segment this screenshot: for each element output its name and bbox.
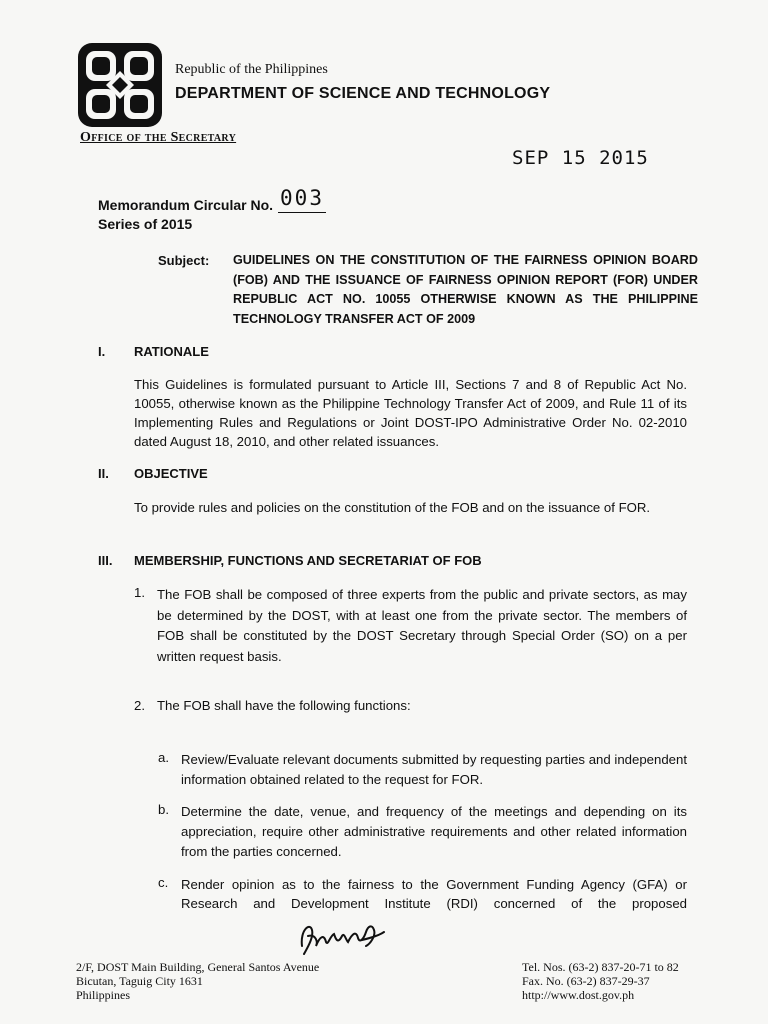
subject-text: GUIDELINES ON THE CONSTITUTION OF THE FAIRNESS OPINION BOARD (FOB) AND THE ISSUANCE OF FAIRNESS OPINION REPORT (FOR) UNDER REPUBLIC ACT NO. 10055 OTHERWISE KNOWN AS THE PHILIPPINE TECHNOLOGY TRANSFER ACT OF 2009: [233, 253, 698, 326]
footer-tel: Tel. Nos. (63-2) 837-20-71 to 82: [522, 960, 679, 974]
footer-address: [76, 960, 319, 1002]
footer-fax: Fax. No. (63-2) 837-29-37: [522, 974, 650, 988]
memo-series: Series of 2015: [98, 216, 193, 232]
list-item-number: 2.: [134, 698, 145, 713]
sub-item-render-opinion: Render opinion as to the fairness to the Government Funding Agency (GFA) or Research and Development Institute (RDI) concerned of the proposed: [181, 877, 687, 911]
footer-address-line: Bicutan, Taguig City 1631: [76, 974, 203, 988]
memo-circular-number: 003: [278, 186, 326, 213]
date-stamp: SEP 15 2015: [512, 147, 649, 169]
section-number: II.: [98, 466, 109, 481]
footer-website-link[interactable]: http://www.dost.gov.ph: [522, 988, 635, 1002]
section-title-rationale: RATIONALE: [134, 344, 209, 359]
department-heading: DEPARTMENT OF SCIENCE AND TECHNOLOGY: [175, 85, 551, 102]
section-title-objective: OBJECTIVE: [134, 466, 208, 481]
list-item-functions: The FOB shall have the following functions:: [157, 698, 411, 713]
list-item-number: 1.: [134, 585, 145, 600]
footer-contact: [522, 960, 679, 1002]
dost-logo-icon: [78, 43, 162, 127]
subject-label: Subject:: [158, 253, 210, 268]
sub-item-letter: a.: [158, 750, 169, 765]
memo-circular-label: Memorandum Circular No.: [98, 197, 274, 213]
sub-item-review: Review/Evaluate relevant documents submitted by requesting parties and independent information obtained related to the request for FOR.: [181, 752, 687, 787]
section-number: III.: [98, 553, 113, 568]
section-title-membership: MEMBERSHIP, FUNCTIONS AND SECRETARIAT OF FOB: [134, 553, 482, 568]
sub-item-determine: Determine the date, venue, and frequency of the meetings and depending on its appreciation, require other administrative requirements and other related information from the parties concerned.: [181, 804, 687, 859]
objective-paragraph: To provide rules and policies on the constitution of the FOB and on the issuance of FOR.: [134, 500, 651, 515]
sub-item-letter: b.: [158, 802, 169, 817]
sub-item-letter: c.: [158, 875, 169, 890]
footer-address-line: 2/F, DOST Main Building, General Santos Avenue: [76, 960, 320, 974]
rationale-paragraph: This Guidelines is formulated pursuant to Article III, Sections 7 and 8 of Republic Act No. 10055, otherwise known as the Philippine Technology Transfer Act of 2009, and Rule 11 of its Implementing Rules and Regulations or Joint DOST-IPO Administrative Order No. 02-2010 dated August 18, 2010, and other related issuances.: [134, 377, 687, 449]
footer-address-line: Philippines: [76, 988, 131, 1002]
office-heading: Office of the Secretary: [80, 130, 237, 145]
signature-icon: [296, 916, 388, 958]
republic-heading: Republic of the Philippines: [175, 62, 328, 77]
section-number: I.: [98, 344, 106, 359]
list-item-composition: The FOB shall be composed of three experts from the public and private sectors, as may be determined by the DOST, with at least one from the private sector. The members of FOB shall be constituted by the DOST Secretary through Special Order (SO) on a per written request basis.: [157, 587, 687, 664]
